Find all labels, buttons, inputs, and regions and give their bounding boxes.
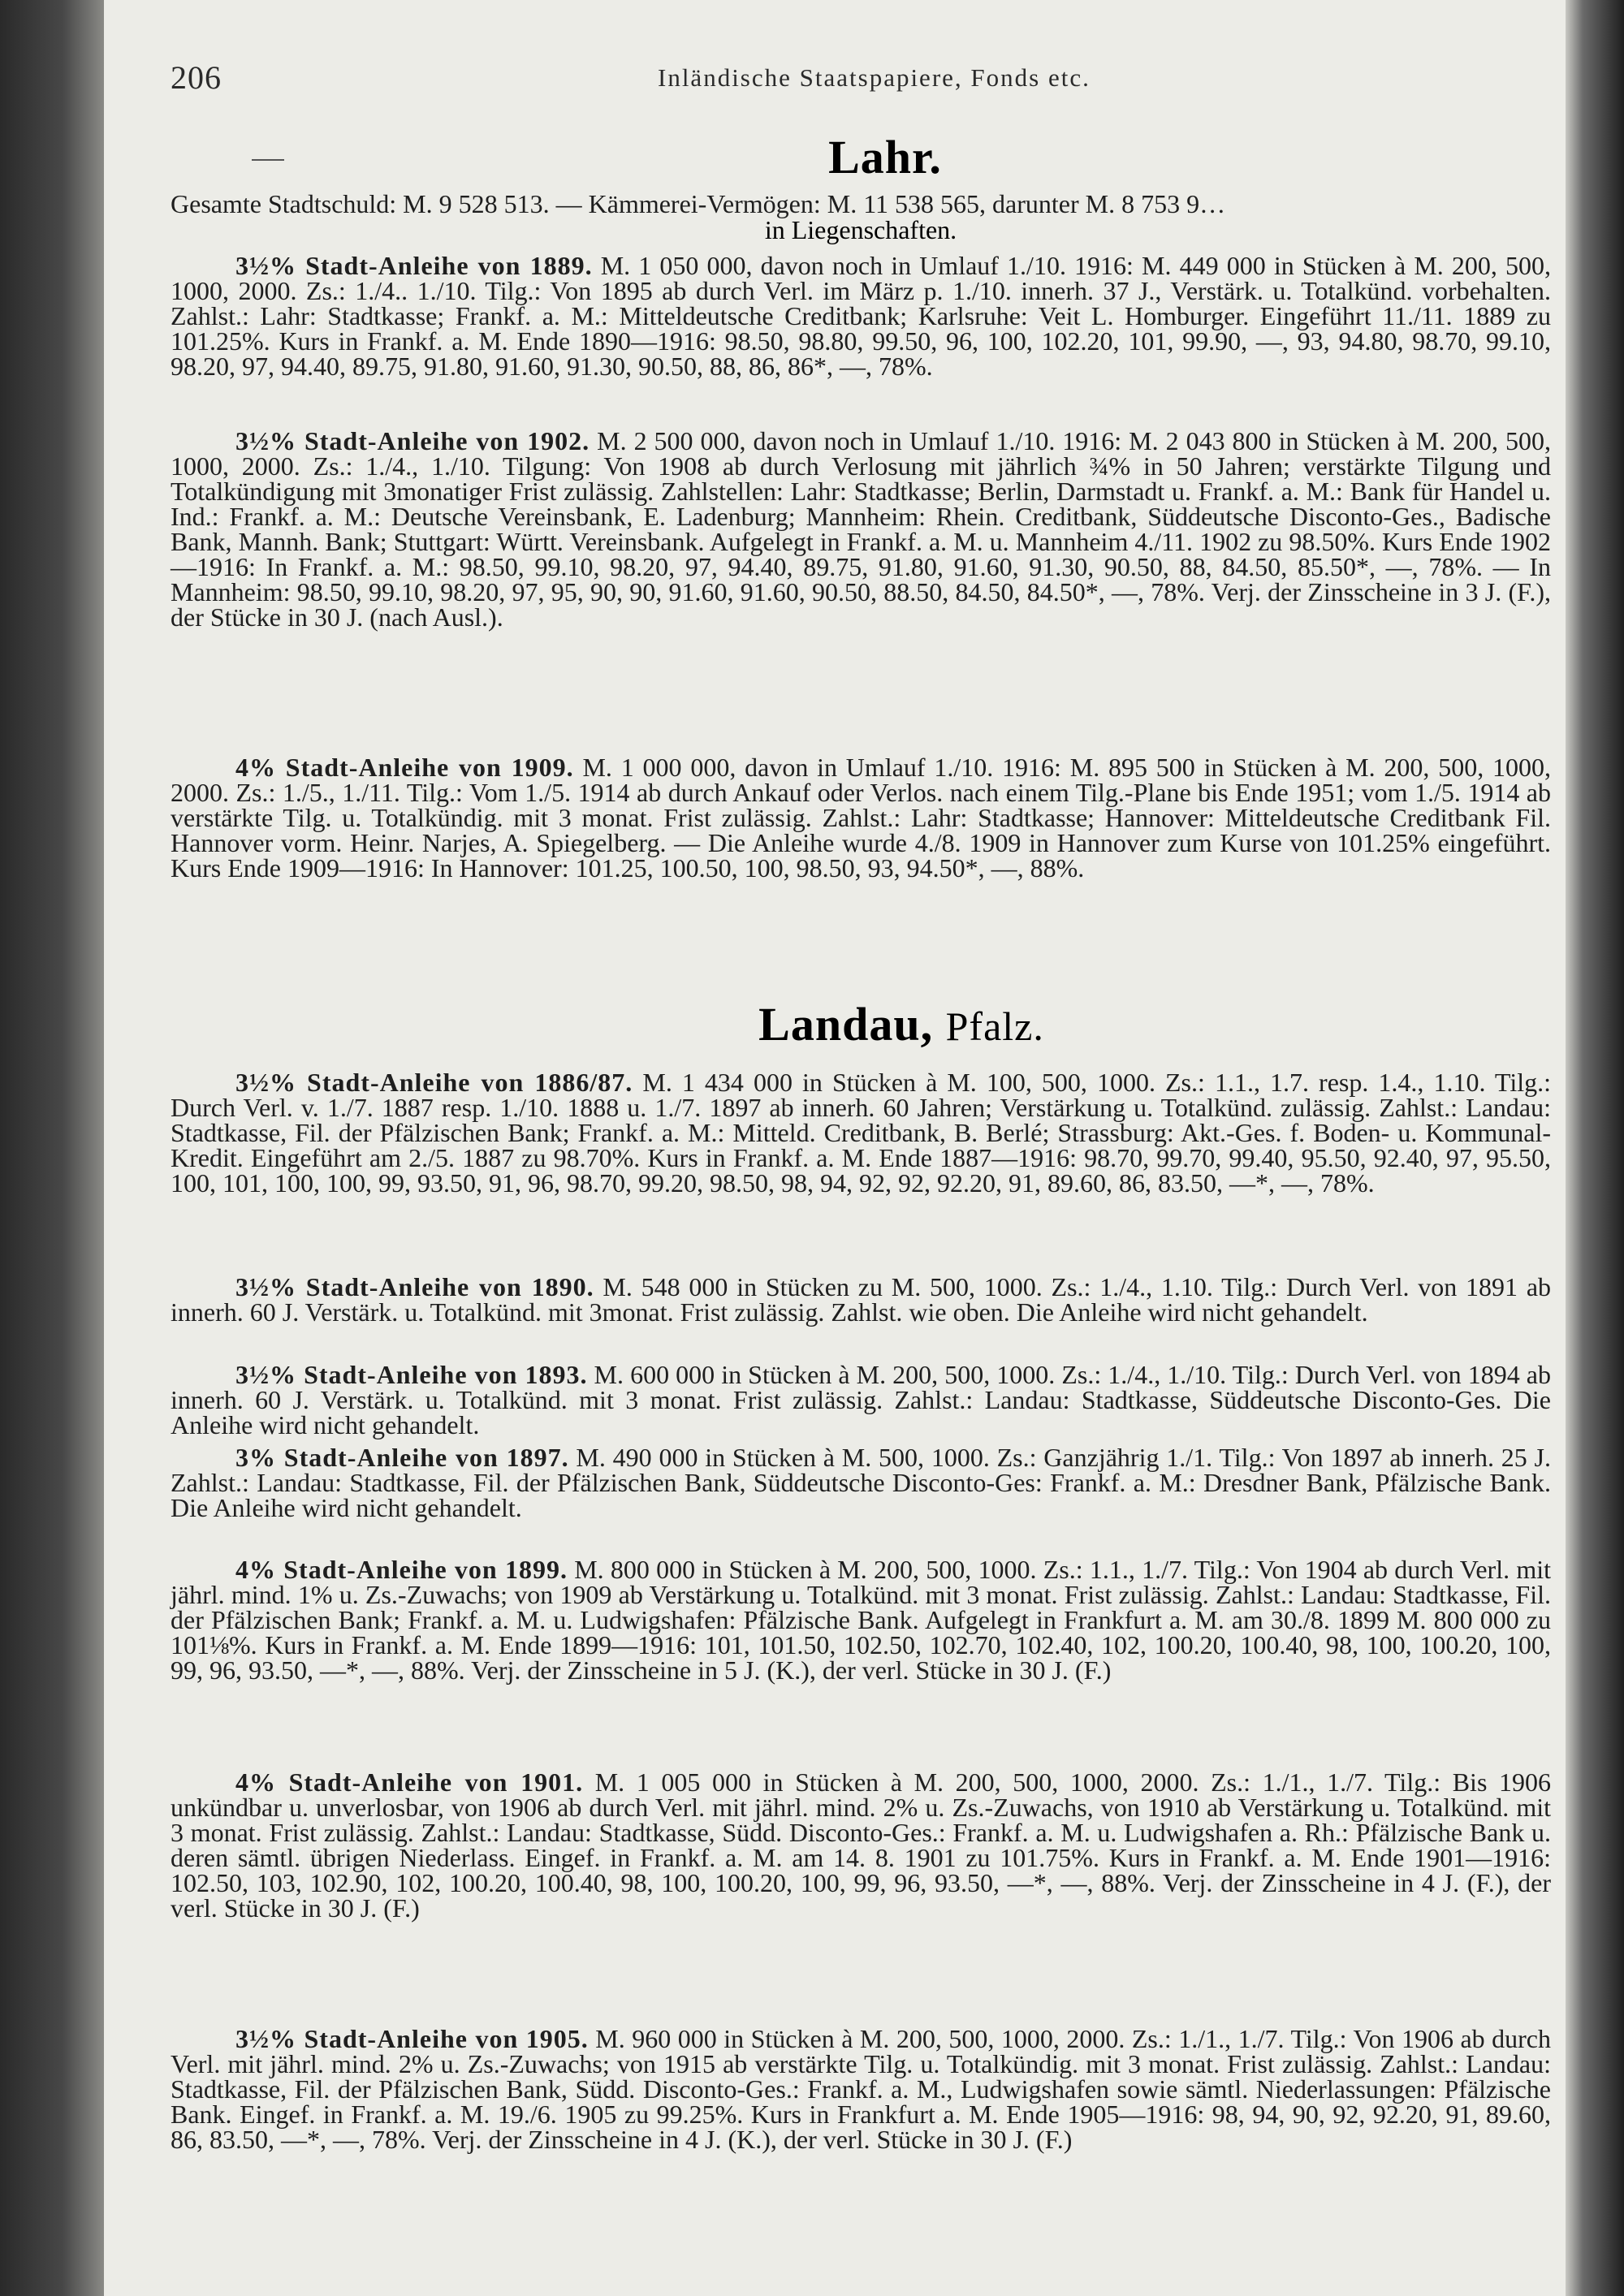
page-number: 206 xyxy=(171,59,222,96)
landau-bond-1901 xyxy=(171,1767,1552,2013)
scan-right-edge xyxy=(1566,0,1624,2296)
running-title: Inländische Staatspapiere, Fonds etc. xyxy=(658,63,1091,92)
bond-text: M. 600 000 in Stücken à M. 200, 500, 1000. Zs.: 1./4., 1./10. Tilg.: Durch Verl. von 1894 ab innerh. 60 J. Verstärk. u. Totalkünd. mit 3 monat. Frist zulässig. Zahlst.: Landau: Stadtkasse, Süddeutsche Disconto-Ges. Die Anleihe wird nicht gehandelt. xyxy=(171,1360,1552,1439)
lahr-bond-1902 xyxy=(171,426,1552,753)
bond-text: M. 2 500 000, davon noch in Umlauf 1./10. 1916: M. 2 043 800 in Stücken à M. 200, 500, 1000, 2000. Zs.: 1./4., 1./10. Tilgung: Von 1908 ab durch Verlosung mit jährlich ¾% in 50 Jahren; verstärkte Tilgung und Totalkündigung mit 3monatiger Frist zulässig. Zahlstellen: Lahr: Stadtkasse; Berlin, Darmstadt u. Frankf. a. M.: Bank für Handel u. Ind.: Frankf. a. M.: Deutsche Vereinsbank, E. Ladenburg; Mannheim: Rhein. Creditbank, Süddeutsche Disconto-Ges., Badische Bank, Mannh. Bank; Stuttgart: Württ. Vereinsbank. Aufgelegt in Frankf. a. M. u. Mannheim 4./11. 1902 zu 98.50%. Kurs Ende 1902—1916: In Frankf. a. M.: 98.50, 99.10, 98.20, 97, 94.40, 89.75, 91.80, 91.60, 91.30, 90.50, 88, 84.50, 85.50*, —, 78%. — In Mannheim: 98.50, 99.10, 98.20, 97, 95, 90, 90, 91.60, 91.60, 90.50, 88.50, 84.50, 84.50*, —, 78%. Verj. der Zinsscheine in 3 J. (F.), der Stücke in 30 J. (nach Ausl.). xyxy=(171,426,1552,632)
landau-title: Landau, xyxy=(758,998,934,1051)
bond-text: M. 1 000 000, davon in Umlauf 1./10. 1916: M. 895 500 in Stücken à M. 200, 500, 1000, 2000. Zs.: 1./5., 1./11. Tilg.: Vom 1./5. 1914 ab durch Ankauf oder Verlos. nach einem Tilg.-Plane bis Ende 1951; vom 1./5. 1914 ab verstärkte Tilg. u. Totalkündig. mit 3 monat. Frist zulässig. Zahlst.: Lahr: Stadtkasse; Hannover: Mitteldeutsche Creditbank Fil. Hannover vorm. Heinr. Narjes, A. Spiegelberg. — Die Anleihe wurde 4./8. 1909 in Hannover zum Kurse von 101.25% eingeführt. Kurs Ende 1909—1916: In Hannover: 101.25, 100.50, 100, 98.50, 93, 94.50*, —, 88%. xyxy=(171,753,1552,883)
bond-heading: 3½% Stadt-Anleihe von 1905. xyxy=(235,2024,589,2053)
bond-text: M. 960 000 in Stücken à M. 200, 500, 1000, 2000. Zs.: 1./1., 1./7. Tilg.: Von 1906 ab durch Verl. mit jährl. mind. 2% u. Zs.-Zuwachs; von 1915 ab verstärkte Tilg. u. Totalkündig. mit 3 monat. Frist zulässig. Zahlst.: Landau: Stadtkasse, Fil. der Pfälzischen Bank, Südd. Disconto-Ges.: Frankf. a. M., Ludwigshafen sowie sämtl. Niederlassungen: Pfälzische Bank. Eingef. in Frankf. a. M. 19./6. 1905 zu 99.25%. Kurs in Frankfurt a. M. Ende 1905—1916: 98, 94, 90, 92, 92.20, 91, 89.60, 86, 83.50, —*, —, 78%. Verj. der Zinsscheine in 4 J. (K.), der verl. Stücke in 30 J. (F.) xyxy=(171,2024,1551,2154)
bond-heading: 4% Stadt-Anleihe von 1901. xyxy=(235,1767,584,1797)
lahr-intro-line2: in Liegenschaften. xyxy=(764,215,957,244)
bond-text: M. 800 000 in Stücken à M. 200, 500, 1000. Zs.: 1.1., 1./7. Tilg.: Von 1904 ab durch Verl. mit jährl. mind. 1% u. Zs.-Zuwachs; von 1909 ab Verstärkung u. Totalkünd. mit 3 monat. Frist zulässig. Zahlst.: Landau: Stadtkasse, Fil. der Pfälzischen Bank; Frankf. a. M. u. Ludwigshafen: Pfälzische Bank. Aufgelegt in Frankfurt a. M. am 30./8. 1899 M. 800 000 zu 101⅛%. Kurs in Frankf. a. M. Ende 1899—1916: 101, 101.50, 102.50, 102.70, 102.40, 102, 100.20, 100.40, 98, 100, 100.20, 100, 99, 96, 93.50, —*, —, 88%. Verj. der Zinsscheine in 5 J. (K.), der verl. Stücke in 30 J. (F.) xyxy=(171,1555,1552,1685)
header-dash xyxy=(252,159,284,161)
bond-heading: 3½% Stadt-Anleihe von 1886/87. xyxy=(235,1068,633,1097)
bond-text: M. 1 005 000 in Stücken à M. 200, 500, 1000, 2000. Zs.: 1./1., 1./7. Tilg.: Bis 1906 unkündbar u. unverlosbar, von 1906 ab durch Verl. mit jährl. mind. 2% u. Zs.-Zuwachs, von 1910 ab Verstärkung u. Totalkünd. mit 3 monat. Frist zulässig. Zahlst.: Landau: Stadtkasse, Südd. Disconto-Ges.: Frankf. a. M. u. Ludwigshafen a. Rh.: Pfälzische Bank u. deren sämtl. übrigen Niederlass. Eingef. in Frankf. a. M. am 14. 8. 1901 zu 101.75%. Kurs in Frankf. a. M. Ende 1901—1916: 102.50, 103, 102.90, 102, 100.20, 100.40, 98, 100, 100.20, 100, 99, 96, 93.50, —*, —, 88%. Verj. der Zinsscheine in 4 J. (F.), der verl. Stücke in 30 J. (F.) xyxy=(171,1767,1552,1923)
lahr-bond-1909 xyxy=(171,755,1551,966)
bond-text: M. 548 000 in Stücken zu M. 500, 1000. Zs.: 1./4., 1.10. Tilg.: Durch Verl. von 1891 ab innerh. 60 J. Verstärk. u. Totalkünd. mit 3monat. Frist zulässig. Zahlst. wie oben. Die Anleihe wird nicht gehandelt. xyxy=(171,1272,1552,1327)
landau-title-suffix: Pfalz. xyxy=(945,1003,1044,1049)
landau-bond-1897 xyxy=(171,1445,1551,1551)
section-title-lahr: Lahr. xyxy=(828,131,942,183)
landau-bond-1893 xyxy=(171,1362,1551,1440)
bond-text: M. 490 000 in Stücken à M. 500, 1000. Zs.: Ganzjährig 1./1. Tilg.: Von 1897 ab innerh. 25 J. Zahlst.: Landau: Stadtkasse, Fil. der Pfälzischen Bank, Süddeutsche Disconto-Ges: Frankf. a. M.: Dresdner Bank, Pfälzische Bank. Die Anleihe wird nicht gehandelt. xyxy=(171,1443,1552,1522)
bond-text: M. 1 050 000, davon noch in Umlauf 1./10. 1916: M. 449 000 in Stücken à M. 200, 500, 1000, 2000. Zs.: 1./4.. 1./10. Tilg.: Von 1895 ab durch Verl. im März p. 1./10. innerh. 37 J., Verstärk. u. Totalkünd. vorbehalten. Zahlst.: Lahr: Stadtkasse; Frankf. a. M.: Mitteldeutsche Creditbank; Karlsruhe: Veit L. Homburger. Eingeführt 11./11. 1889 zu 101.25%. Kurs in Frankf. a. M. Ende 1890—1916: 98.50, 98.80, 99.50, 96, 100, 102.20, 101, 99.90, —, 93, 94.80, 98.70, 99.10, 98.20, 97, 94.40, 89.75, 91.80, 91.60, 91.30, 90.50, 88, 86, 86*, —, 78%. xyxy=(171,251,1552,381)
bond-heading: 3½% Stadt-Anleihe von 1902. xyxy=(235,426,590,455)
landau-bond-1890 xyxy=(171,1272,1552,1353)
bond-heading: 3½% Stadt-Anleihe von 1889. xyxy=(235,251,593,280)
bond-heading: 4% Stadt-Anleihe von 1909. xyxy=(235,753,574,782)
landau-bond-1905 xyxy=(171,2026,1551,2270)
bond-heading: 3½% Stadt-Anleihe von 1893. xyxy=(235,1360,588,1389)
bond-heading: 3% Stadt-Anleihe von 1897. xyxy=(235,1443,569,1472)
scan-left-edge xyxy=(0,0,104,2296)
bond-heading: 4% Stadt-Anleihe von 1899. xyxy=(235,1555,568,1584)
bond-text: M. 1 434 000 in Stücken à M. 100, 500, 1000. Zs.: 1.1., 1.7. resp. 1.4., 1.10. Tilg.: Durch Verl. v. 1./7. 1887 resp. 1./10. 1888 u. 1./7. 1897 ab innerh. 60 Jahren; Verstärkung u. Totalkünd. zulässig. Zahlst.: Landau: Stadtkasse, Fil. der Pfälzischen Bank; Frankf. a. M.: Mitteld. Creditbank, B. Berlé; Strassburg: Akt.-Ges. f. Boden- u. Kommunal-Kredit. Eingeführt am 2./5. 1887 zu 98.70%. Kurs in Frankf. a. M. Ende 1887—1916: 98.70, 99.70, 99.40, 95.50, 92.40, 97, 95.50, 100, 101, 100, 100, 99, 93.50, 91, 96, 98.70, 99.20, 98.50, 98, 94, 92, 92, 92.20, 91, 89.60, 86, 83.50, —*, —, 78%. xyxy=(171,1068,1552,1198)
landau-bond-1886 xyxy=(171,1070,1551,1273)
running-header xyxy=(171,58,1226,99)
lahr-intro-line1: Gesamte Stadtschuld: M. 9 528 513. — Kämmerei-Vermögen: M. 11 538 565, darunter M. 8 753 9… xyxy=(171,189,1226,218)
landau-bond-1899 xyxy=(171,1557,1551,1768)
section-title-landau xyxy=(698,997,1104,1051)
bond-heading: 3½% Stadt-Anleihe von 1890. xyxy=(235,1272,594,1301)
